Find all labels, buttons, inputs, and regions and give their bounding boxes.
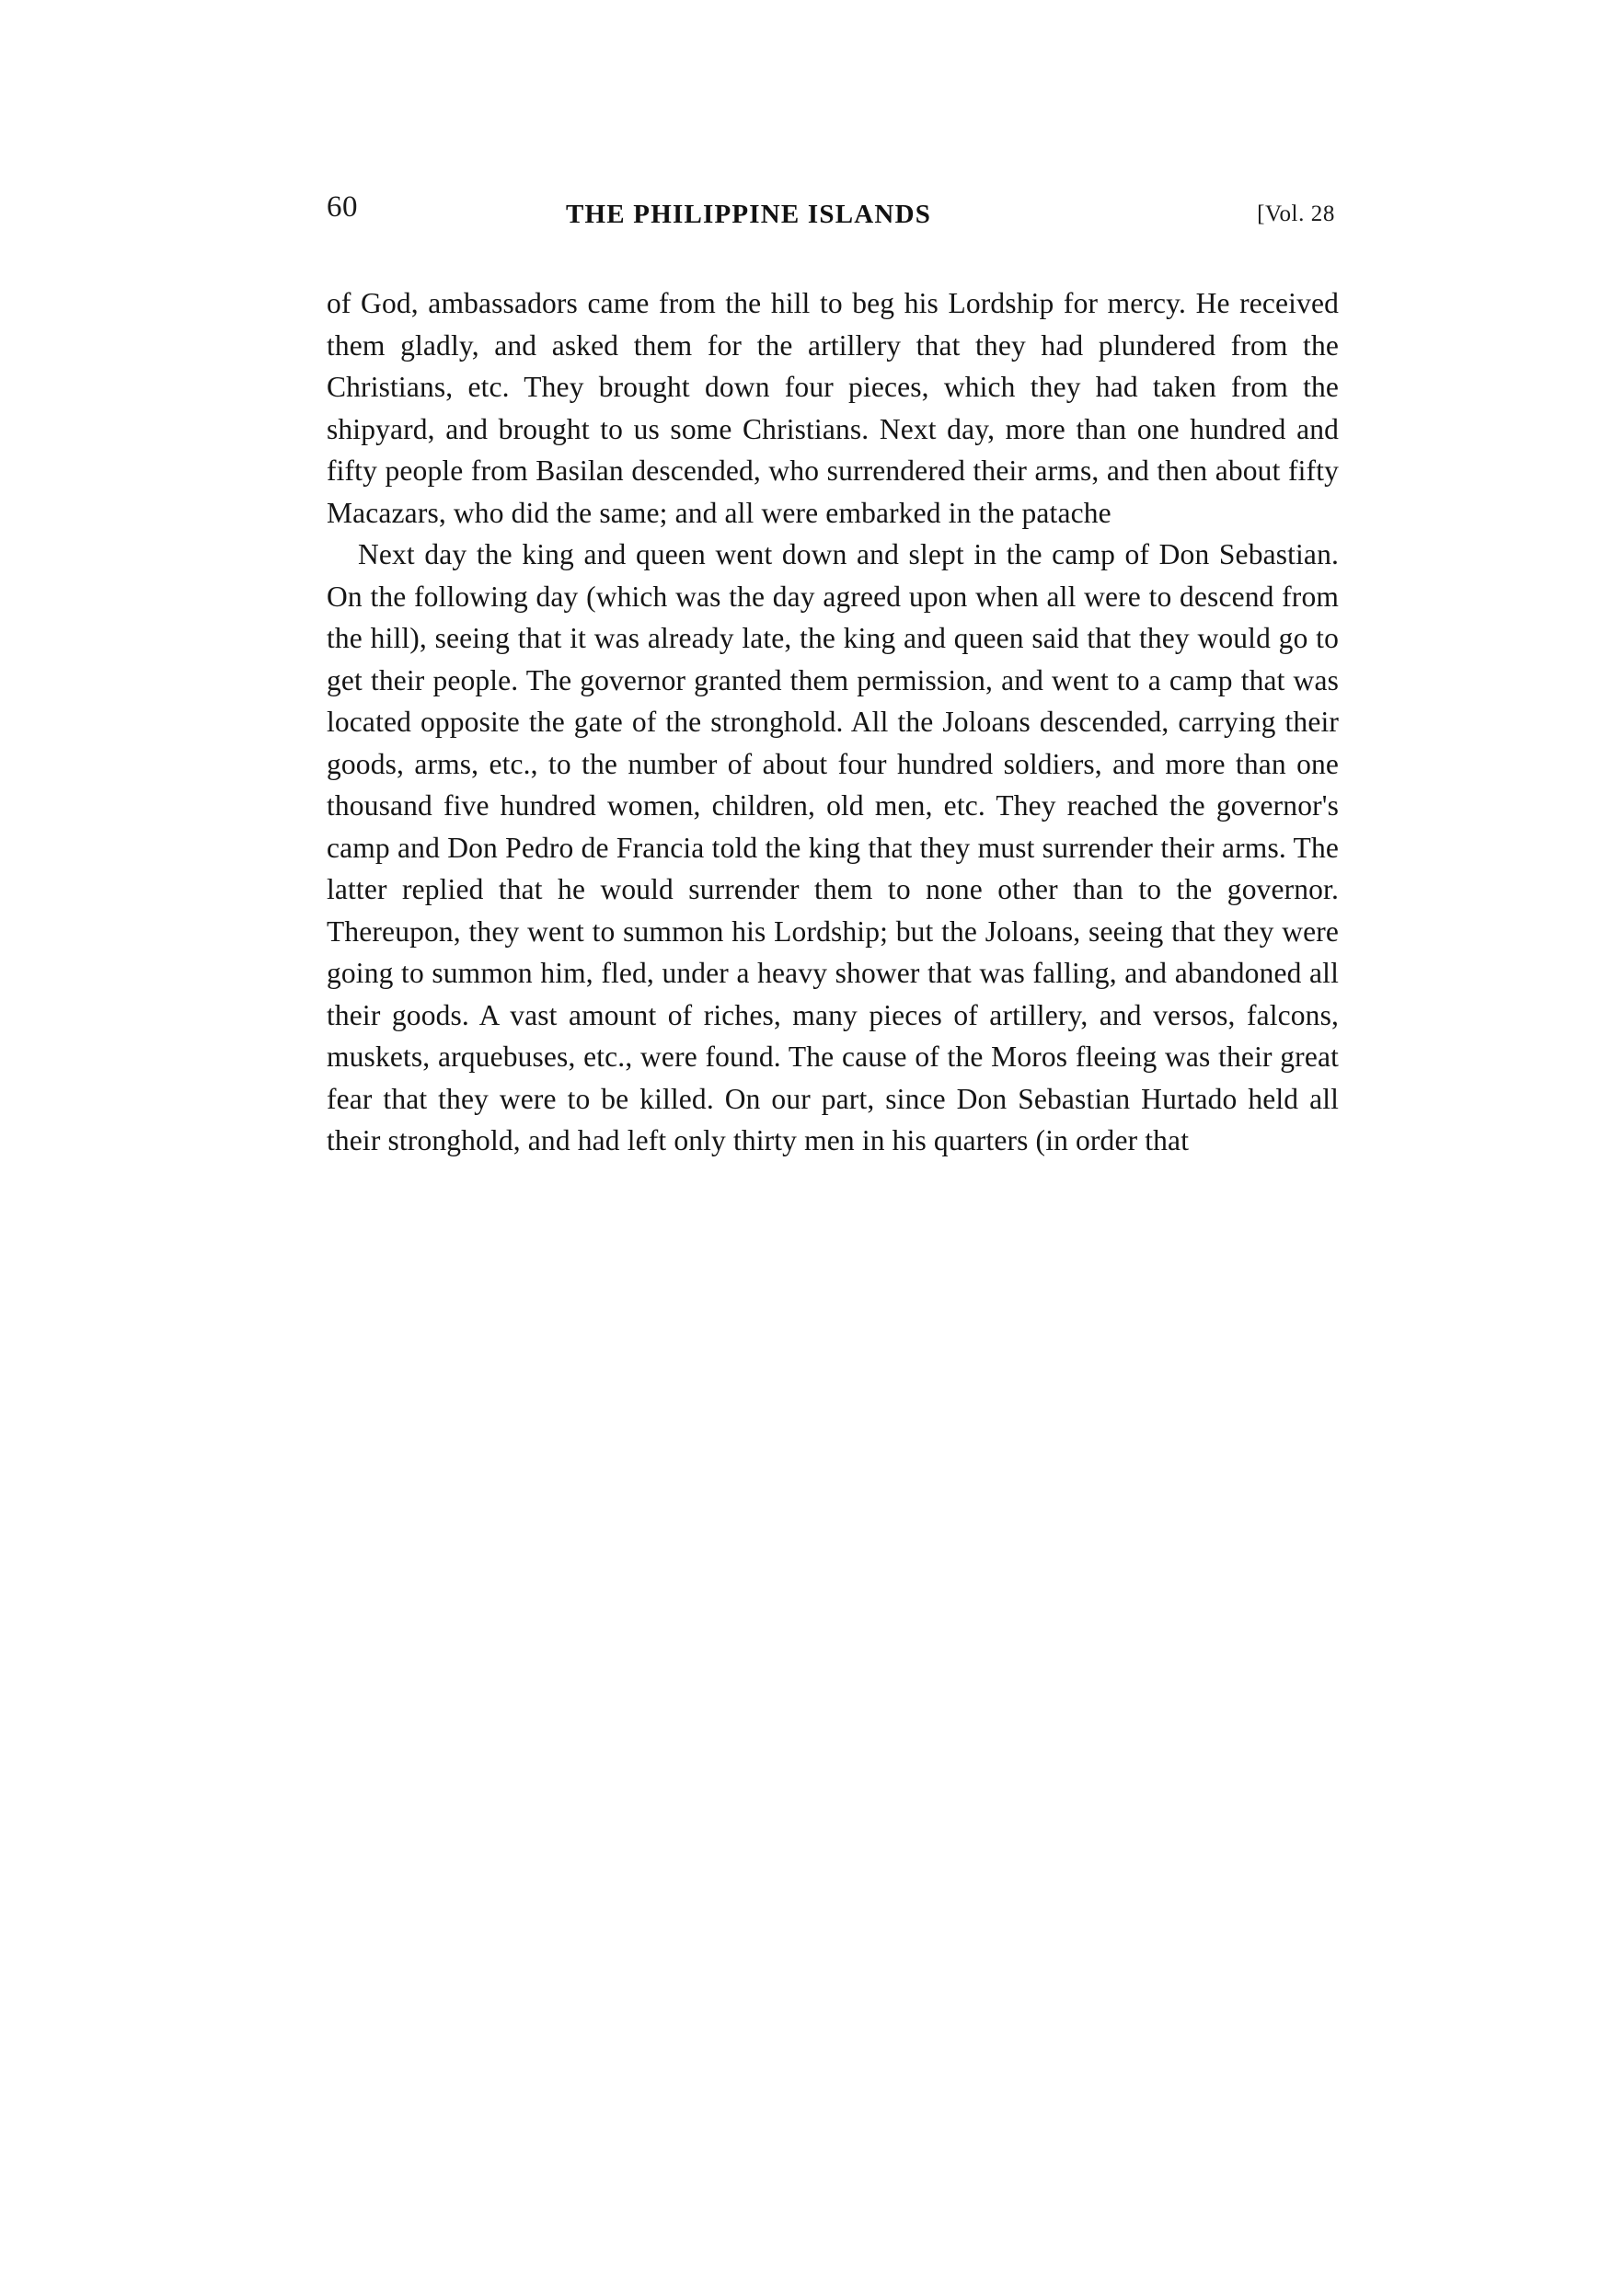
page-content xyxy=(327,189,1339,1162)
page-header xyxy=(327,189,1339,244)
running-title: THE PHILIPPINE ISLANDS xyxy=(566,200,932,229)
paragraph-1: of God, ambassadors came from the hill to beg his Lordship for mercy. He received them gladly, and asked them for the artillery that they had plundered from the Christians, etc. They brought down four pieces, which they had taken from the shipyard, and brought to us some Christians. Next day, more than one hundred and fifty people from Basilan descended, who surrendered their arms, and then about fifty Macazars, who did the same; and all were embarked in the patache xyxy=(327,287,1339,529)
paragraph-2: Next day the king and queen went down and slept in the camp of Don Sebastian. On the following day (which was the day agreed upon when all were to descend from the hill), seeing that it was already late, the king and queen said that they would go to get their people. The governor granted them permission, and went to a camp that was located opposite the gate of the stronghold. All the Joloans descended, carrying their goods, arms, etc., to the number of about four hundred soldiers, and more than one thousand five hundred women, children, old men, etc. They reached the governor's camp and Don Pedro de Francia told the king that they must surrender their arms. The latter replied that he would surrender them to none other than to the governor. Thereupon, they went to summon his Lordship; but the Joloans, seeing that they were going to summon him, fled, under a heavy shower that was falling, and abandoned all their goods. A vast amount of riches, many pieces of artillery, and versos, falcons, muskets, arquebuses, etc., were found. The cause of the Moros fleeing was their great fear that they were to be killed. On our part, since Don Sebastian Hurtado held all their stronghold, and had left only thirty men in his quarters (in order that xyxy=(327,538,1339,1156)
page-number: 60 xyxy=(327,190,358,224)
body-text xyxy=(327,282,1339,1162)
volume-note: [Vol. 28 xyxy=(1257,201,1335,226)
